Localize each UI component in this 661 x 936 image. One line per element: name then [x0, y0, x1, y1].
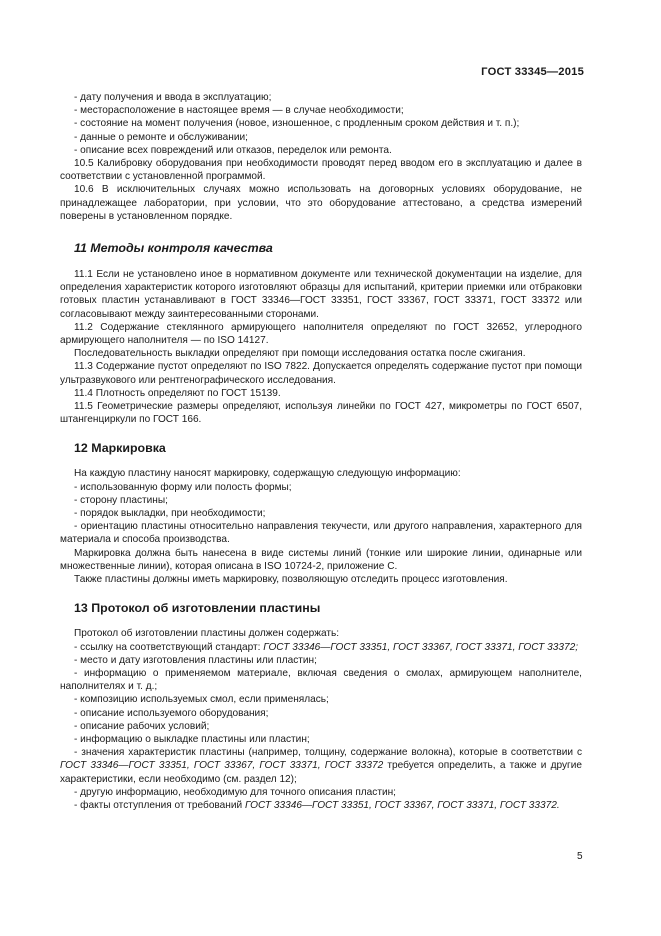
list-item: - порядок выкладки, при необходимости;: [74, 508, 266, 520]
list-item: - другую информацию, необходимую для точного описания пластин;: [74, 786, 396, 798]
item-text: - ссылку на соответствующий стандарт:: [74, 641, 264, 653]
list-item: - данные о ремонте и обслуживании;: [74, 131, 248, 143]
item-text: - значения характеристик пластины (например, толщину, содержание волокна), которые в соответствии с: [74, 747, 582, 759]
list-item: - описание всех повреждений или отказов, переделок или ремонта.: [74, 144, 392, 156]
list-item: - месторасположение в настоящее время — в случае необходимости;: [74, 105, 404, 117]
item-text: требуется определить, а также и другие характеристики, если необходимо (см. раздел 12);: [60, 760, 582, 785]
item-text: - факты отступления от требований: [74, 799, 245, 811]
clause-11-2: 11.2 Содержание стеклянного армирующего наполнителя определяют по ГОСТ 32652, углеродного армирующего наполнителя — по ISO 14127.: [60, 321, 582, 347]
clause-11-5: 11.5 Геометрические размеры определяют, используя линейки по ГОСТ 427, микрометры по ГОСТ 6507, штангенциркули по ГОСТ 166.: [60, 401, 582, 426]
clause-11-1: 11.1 Если не установлено иное в нормативном документе или технической документации на изделие, для определения характеристик которого изготовляют образцы для испытаний, критерии приемки или отбраковки готовых пластин устанавливают в ГОСТ 33346—ГОСТ 33351, ГОСТ 33367, ГОСТ 33371, ГОСТ 33372 или согласовывают между заинтересованными сторонами.: [60, 269, 582, 320]
clause-10-6: 10.6 В исключительных случаях можно использовать на договорных условиях оборудование, не принадлежащее лаборатории, при условии, что это оборудование аттестовано, а средства измерений поверены в установленном порядке.: [60, 184, 582, 222]
list-item: - информацию о применяемом материале, включая сведения о смолах, армирующем наполнителе, наполнителях и т. д.;: [60, 667, 582, 693]
standards-reference: ГОСТ 33346—ГОСТ 33351, ГОСТ 33367, ГОСТ 33371, ГОСТ 33372: [60, 760, 384, 772]
list-item: - состояние на момент получения (новое, изношенное, с продленным сроком действия и т. п.);: [74, 118, 520, 130]
list-item: - место и дату изготовления пластины или пластин;: [74, 654, 317, 666]
section-12-title: 12 Маркировка: [74, 441, 166, 456]
list-item: - дату получения и ввода в эксплуатацию;: [74, 92, 272, 103]
standards-reference: ГОСТ 33346—ГОСТ 33351, ГОСТ 33367, ГОСТ 33371, ГОСТ 33372.: [244, 799, 560, 811]
clause-11-4: 11.4 Плотность определяют по ГОСТ 15139.: [74, 387, 281, 399]
section-13-title: 13 Протокол об изготовлении пластины: [74, 601, 321, 616]
section-13-intro: Протокол об изготовлении пластины должен содержать:: [74, 628, 340, 640]
section-12-intro: На каждую пластину наносят маркировку, содержащую следующую информацию:: [74, 468, 461, 480]
clause-10-5: 10.5 Калибровку оборудования при необходимости проводят перед вводом его в эксплуатацию и далее в соответствии с установленной программой.: [60, 158, 582, 183]
page-body: [60, 91, 582, 812]
list-item: - описание рабочих условий;: [74, 720, 210, 732]
page-header: ГОСТ 33345—2015: [481, 66, 584, 78]
clause-11-3: 11.3 Содержание пустот определяют по ISO 7822. Допускается определять содержание пустот при помощи ультразвукового или рентгенографического исследования.: [60, 361, 582, 386]
list-item: - сторону пластины;: [74, 494, 168, 506]
list-item: [60, 799, 582, 812]
list-item: - использованную форму или полость формы;: [74, 481, 292, 493]
marking-paragraph: Также пластины должны иметь маркировку, позволяющую отследить процесс изготовления.: [74, 574, 508, 586]
list-item: [60, 746, 582, 786]
marking-paragraph: Маркировка должна быть нанесена в виде системы линий (тонкие или широкие линии, одинарные или множественные линии), которая описана в ISO 10724-2, приложение С.: [60, 547, 582, 572]
list-item: - информацию о выкладке пластины или пластин;: [74, 733, 310, 745]
list-item: - композицию используемых смол, если применялась;: [74, 694, 329, 706]
standards-reference: ГОСТ 33346—ГОСТ 33351, ГОСТ 33367, ГОСТ 33371, ГОСТ 33372;: [263, 641, 579, 653]
section-11-title: 11 Методы контроля качества: [74, 241, 273, 256]
list-item: [60, 641, 582, 654]
clause-11-2-cont: Последовательность выкладки определяют при помощи исследования остатка после сжигания.: [74, 348, 526, 360]
list-item: - ориентацию пластины относительно направления текучести, или другого направления, характерного для материала и способа производства.: [60, 521, 582, 546]
page-number: 5: [577, 851, 583, 862]
list-item: - описание используемого оборудования;: [74, 707, 269, 719]
